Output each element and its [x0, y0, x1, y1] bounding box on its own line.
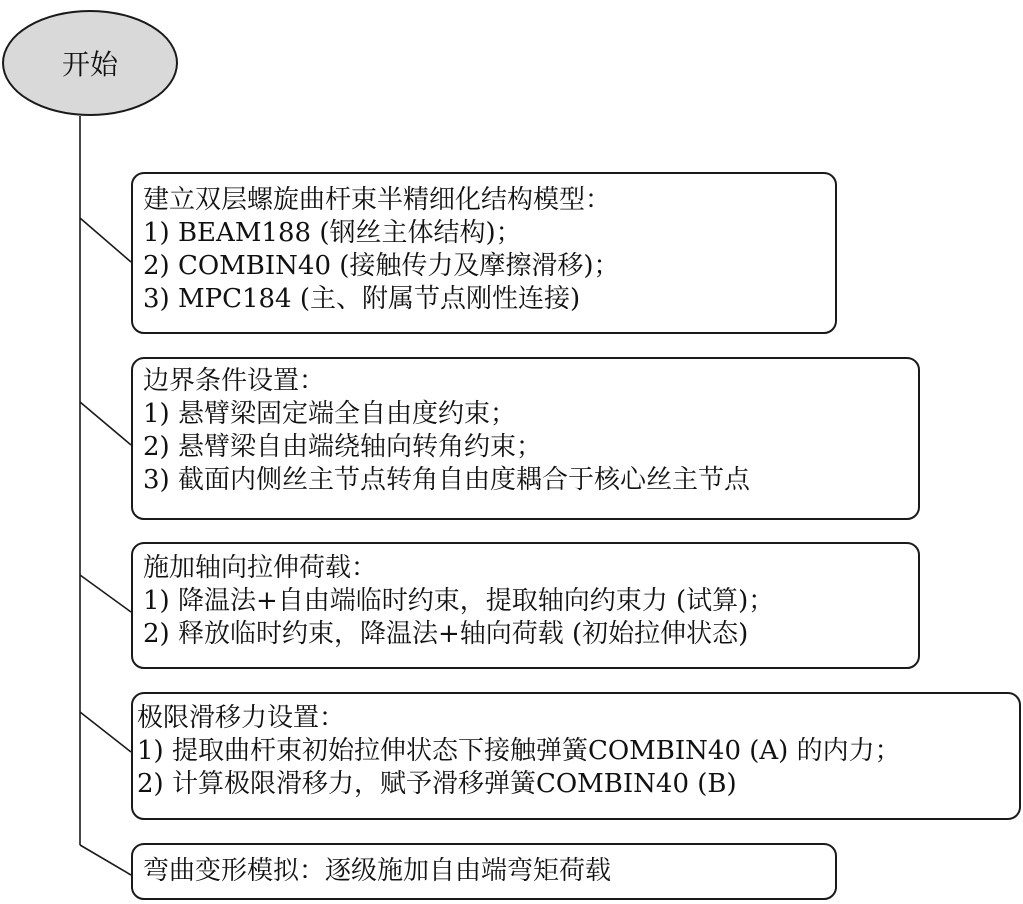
branch-line-2	[80, 402, 131, 445]
step-title: 弯曲变形模拟：逐级施加自由端弯矩荷载	[143, 856, 612, 886]
step-item: 3) MPC184 (主、附属节点刚性连接)	[143, 284, 581, 314]
step-title: 极限滑移力设置：	[137, 703, 346, 733]
step-item: 1) 降温法+自由端临时约束，提取轴向约束力 (试算)；	[143, 586, 775, 616]
step-title: 建立双层螺旋曲杆束半精细化结构模型：	[143, 185, 612, 215]
step-item: 1) 悬臂梁固定端全自由度约束；	[143, 399, 516, 429]
step-item: 1) BEAM188 (钢丝主体结构)；	[143, 218, 522, 248]
branch-line-5	[80, 845, 131, 875]
step-item: 1) 提取曲杆束初始拉伸状态下接触弹簧COMBIN40 (A) 的内力；	[137, 736, 901, 766]
start-label: 开始	[61, 48, 118, 81]
step-box-bending	[131, 843, 837, 900]
step-item: 2) 悬臂梁自由端绕轴向转角约束；	[143, 432, 542, 462]
step-item: 2) 释放临时约束，降温法+轴向荷载 (初始拉伸状态)	[143, 619, 749, 649]
step-title: 施加轴向拉伸荷载：	[143, 553, 378, 583]
step-title: 边界条件设置：	[143, 366, 326, 396]
branch-line-1	[80, 218, 131, 262]
branch-line-4	[80, 712, 131, 752]
step-box-boundary	[131, 357, 920, 520]
step-box-tension-load	[131, 542, 920, 669]
step-item: 2) COMBIN40 (接触传力及摩擦滑移)；	[143, 251, 620, 281]
step-box-model	[131, 172, 837, 334]
step-item: 2) 计算极限滑移力，赋予滑移弹簧COMBIN40 (B)	[137, 769, 737, 799]
branch-line-3	[80, 575, 131, 612]
start-node	[2, 10, 178, 116]
step-item: 3) 截面内侧丝主节点转角自由度耦合于核心丝主节点	[143, 465, 750, 495]
step-box-slip-force	[131, 692, 1021, 820]
